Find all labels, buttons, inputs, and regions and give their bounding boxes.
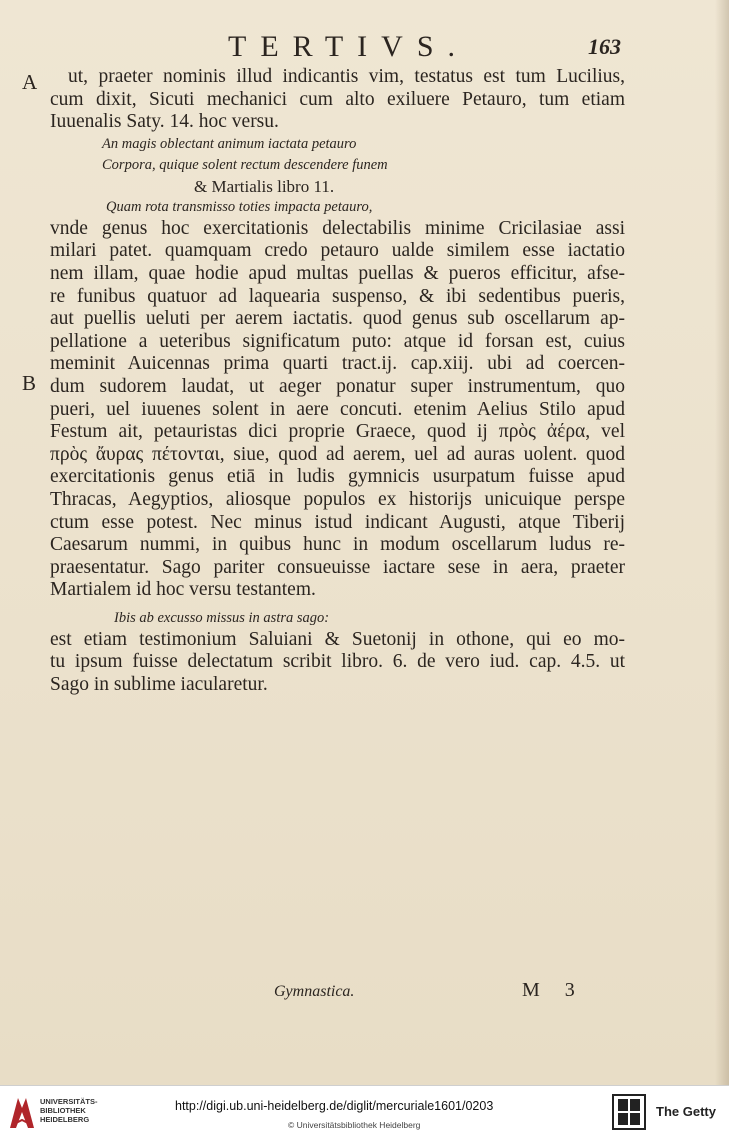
library-name-line: BIBLIOTHEK	[40, 1106, 86, 1115]
text-line: dum sudorem laudat, ut aeger ponatur super instrumentum, quo	[50, 375, 625, 397]
text-line: Caesarum nummi, in quibus hunc in modum oscellarum ludus re-	[50, 534, 625, 556]
library-name	[40, 1097, 98, 1124]
library-name-line: UNIVERSITÄTS-	[40, 1097, 98, 1106]
body-text	[50, 66, 625, 697]
page-edge-shadow	[715, 0, 729, 1085]
text-line: praesentatur. Sago pariter consueuisse iactare sese in aera, praeter	[50, 556, 625, 578]
getty-logo-icon[interactable]	[612, 1094, 646, 1130]
margin-letter-b: B	[22, 371, 37, 395]
text-line: aut puellis ueluti per aerem iactatis. quod genus sub oscellarum ap-	[50, 308, 625, 330]
text-line: Thracas, Aegyptios, aliosque populos ex historijs unicuique perspe	[50, 488, 625, 510]
margin-letter-a: A	[22, 70, 38, 94]
text-line: milari patet. quamquam credo petauro ualde similem esse iactatio	[50, 240, 625, 262]
copyright-notice: © Universitätsbibliothek Heidelberg	[288, 1120, 421, 1130]
verse-line: An magis oblectant animum iactata petauro	[102, 135, 357, 152]
text-line: est etiam testimonium Saluiani & Suetonij in othone, qui eo mo-	[50, 628, 625, 650]
text-line: tu ipsum fuisse delectatum scribit libro. 6. de vero iud. cap. 4.5. ut	[50, 651, 625, 673]
verse-line: Corpora, quique solent rectum descendere funem	[102, 156, 388, 173]
text-line: meminit Auicennas prima quarti tract.ij. cap.xiij. ubi ad coercen-	[50, 353, 625, 375]
text-line: Festum ait, petauristas dici proprie Graece, quod ij πρὸς ἀέρα, vel	[50, 421, 625, 443]
heidelberg-library-logo-icon[interactable]	[8, 1094, 36, 1130]
sponsor-name: The Getty	[656, 1104, 716, 1119]
running-head: TERTIVS.	[228, 30, 470, 63]
permalink-url[interactable]: http://digi.ub.uni-heidelberg.de/diglit/mercuriale1601/0203	[175, 1099, 494, 1113]
text-line: πρὸς ἄυρας πέτονται, siue, quod ad aerem, uel ad auras uolent. quod	[50, 443, 625, 465]
viewer-footer-bar	[0, 1085, 729, 1140]
text-line: ctum esse potest. Nec minus istud indicant Augusti, atque Tiberij	[50, 511, 625, 533]
text-line: Iuuenalis Saty. 14. hoc versu.	[50, 111, 279, 133]
text-line: nem illam, quae hodie apud multas puellas & pueros efficitur, afse-	[50, 262, 625, 284]
text-line: re funibus quatuor ad laquearia suspenso, & ibi sedentibus pueris,	[50, 285, 625, 307]
text-line: ut, praeter nominis illud indicantis vim, testatus est tum Lucilius,	[68, 66, 625, 87]
verse-intro: & Martialis libro 11.	[194, 176, 335, 196]
text-line: pueri, uel iuuenes solent in aere concuti. etenim Aelius Stilo apud	[50, 398, 625, 420]
text-line: pellatione a ueteribus significatum puto: atque id forsan est, cuius	[50, 330, 625, 352]
catchword: Gymnastica.	[274, 983, 355, 1000]
verse-line: Ibis ab excusso missus in astra sago:	[114, 609, 330, 626]
text-line: exercitationis genus etiā in ludis gymnicis usurpatum fuisse apud	[50, 466, 625, 488]
signature-mark: M 3	[522, 979, 585, 1001]
page-number: 163	[588, 34, 621, 59]
library-name-line: HEIDELBERG	[40, 1115, 90, 1124]
text-line: Martialem id hoc versu testantem.	[50, 579, 316, 601]
verse-line: Quam rota transmisso toties impacta petauro,	[106, 198, 373, 215]
text-line: Sago in sublime iacularetur.	[50, 674, 268, 696]
text-line: vnde genus hoc exercitationis delectabilis minime Cricilasiae assi	[50, 217, 625, 239]
text-line: cum dixit, Sicuti mechanici cum alto exiluere Petauro, tum etiam	[50, 88, 625, 110]
